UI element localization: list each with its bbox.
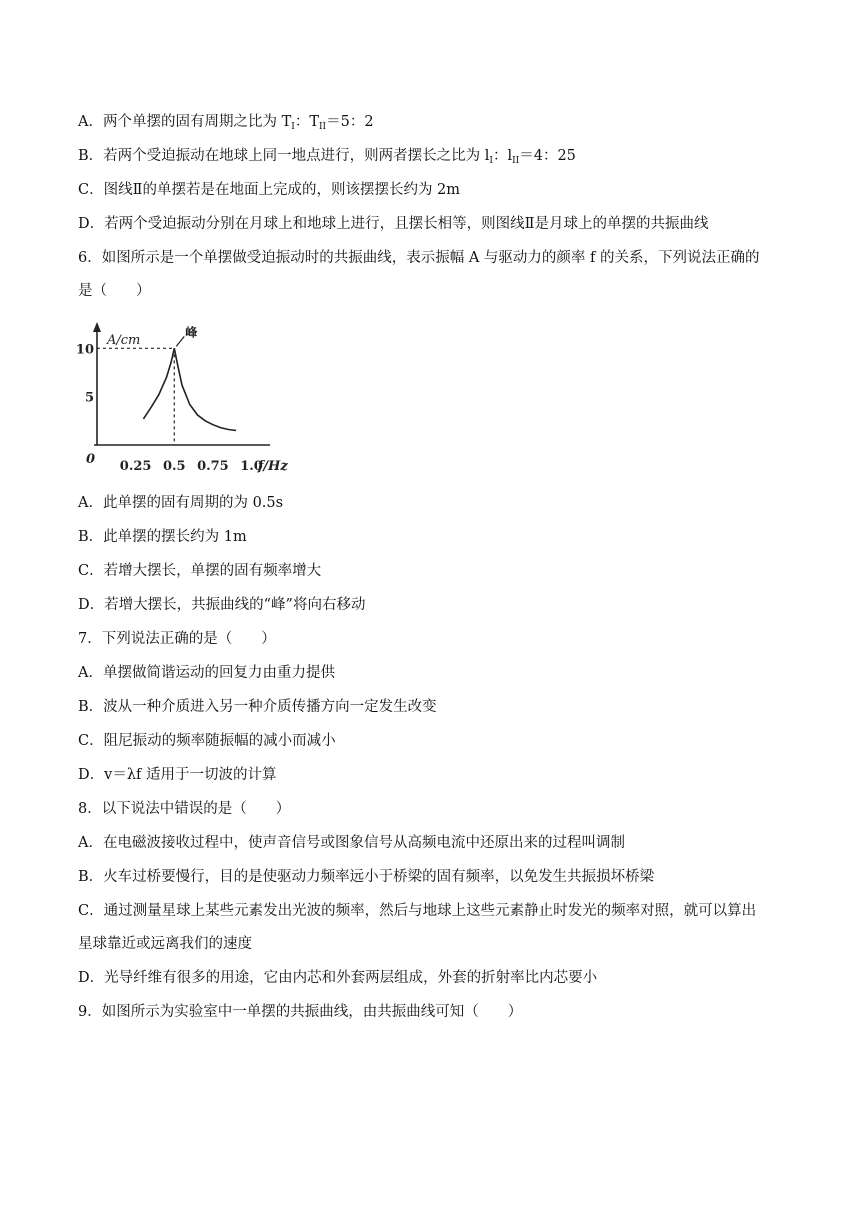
q6-stem-line2: 是（ ）	[78, 283, 151, 299]
q5-option-a-text: ：T	[294, 114, 319, 130]
y-tick-label: 10	[75, 342, 94, 358]
subscript: I	[291, 122, 295, 132]
q9-stem: 9．如图所示为实验室中一单摆的共振曲线，由共振曲线可知（ ）	[78, 1004, 523, 1020]
q7-option-c: C．阻尼振动的频率随振幅的减小而减小	[78, 733, 336, 749]
q7-option-d: D．v＝λf 适用于一切波的计算	[78, 767, 277, 783]
q7-stem: 7．下列说法正确的是（ ）	[78, 631, 276, 647]
x-tick-label: 1.0	[240, 459, 263, 474]
q7-option-b: B．波从一种介质进入另一种介质传播方向一定发生改变	[78, 699, 437, 715]
x-tick-label: 0.75	[197, 459, 229, 474]
resonance-curve	[143, 348, 236, 430]
q6-option-a: A．此单摆的固有周期的为 0.5s	[78, 495, 284, 511]
q8-option-c-line2: 星球靠近或远离我们的速度	[78, 936, 252, 952]
resonance-curve-chart	[75, 320, 312, 478]
q5-option-a-text: A．两个单摆的固有周期之比为 T	[78, 114, 292, 130]
q6-option-c: C．若增大摆长，单摆的固有频率增大	[78, 563, 322, 579]
subscript: II	[319, 122, 327, 132]
q5-option-a	[78, 112, 800, 137]
q6-option-b: B．此单摆的摆长约为 1m	[78, 529, 247, 545]
q8-option-d: D．光导纤维有很多的用途，它由内芯和外套两层组成，外套的折射率比内芯要小	[78, 970, 598, 986]
x-tick-labels	[120, 459, 263, 474]
peak-label: 峰	[185, 325, 198, 340]
q6-stem-line1: 6．如图所示是一个单摆做受迫振动时的共振曲线，表示振幅 A 与驱动力的颜率 f 的关系，下列说法正确的	[78, 250, 760, 266]
y-tick-label: 5	[84, 390, 94, 406]
subscript: II	[512, 156, 520, 166]
q6-option-d: D．若增大摆长，共振曲线的“峰”将向右移动	[78, 597, 366, 613]
q5-option-d: D．若两个受迫振动分别在月球上和地球上进行，且摆长相等，则图线Ⅱ是月球上的单摆的共振曲线	[78, 216, 709, 232]
q5-option-c: C．图线Ⅱ的单摆若是在地面上完成的，则该摆摆长约为 2m	[78, 182, 461, 198]
peak-label-leader	[176, 336, 184, 346]
q5-option-b-text: ＝4：25	[519, 148, 576, 164]
x-axis-label: f/Hz	[257, 459, 288, 474]
q5-option-b-text: ：l	[492, 148, 513, 164]
q8-option-b: B．火车过桥要慢行，目的是使驱动力频率远小于桥梁的固有频率，以免发生共振损坏桥梁	[78, 869, 655, 885]
origin-label: 0	[86, 452, 96, 467]
q8-stem: 8．以下说法中错误的是（ ）	[78, 801, 291, 817]
q7-option-a: A．单摆做简谐运动的回复力由重力提供	[78, 665, 335, 681]
y-tick-labels	[76, 342, 94, 405]
y-axis-arrow	[93, 322, 101, 332]
q8-option-c-line1: C．通过测量星球上某些元素发出光波的频率，然后与地球上这些元素静止时发光的频率对照，就可以算出	[78, 903, 757, 919]
x-tick-label: 0.25	[119, 459, 152, 474]
x-tick-label: 0.5	[162, 459, 186, 474]
q5-option-b	[78, 146, 800, 171]
q8-option-a: A．在电磁波接收过程中，使声音信号或图象信号从高频电流中还原出来的过程叫调制	[78, 835, 625, 851]
q5-option-b-text: B．若两个受迫振动在地球上同一地点进行，则两者摆长之比为 l	[78, 148, 490, 164]
y-axis-label: A/cm	[107, 333, 141, 348]
q5-option-a-text: ＝5：2	[326, 114, 374, 130]
subscript: I	[489, 156, 493, 166]
